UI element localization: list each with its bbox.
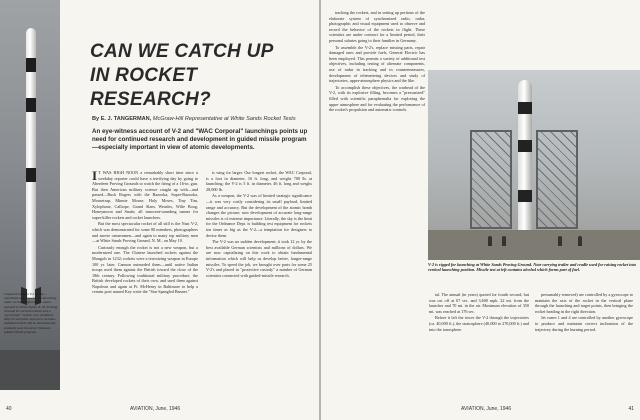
v2-rocket-image bbox=[518, 80, 532, 240]
right-page bbox=[321, 0, 640, 420]
paragraph: To accomplish these objectives, the warhead of the V-2, with its explosive filling, becomes a "pressurized" filled with scientific paraphernalia for exploring the upper atmosphere and for evaluating the performance of the rocket's propulsion and automatic controls. bbox=[329, 84, 425, 113]
left-footer: AVIATION, June, 1946 bbox=[130, 406, 181, 412]
right-column-3 bbox=[535, 292, 633, 402]
paragraph: Before it left the tower the V-2 through the trajectories (ca. 40,000 ft.), the stratosphere (40,000 to 270,000 ft.) and into the ionosphere. bbox=[429, 315, 529, 332]
paragraph: is wing for larger. Our longest rocket, the WAC Corporal, is a foot in diameter, 16 ft. long, and weighs 700 lb. at launching; the V-2 is 5 ft. in diameter, 46 ft. long and weighs 28,000 lb. bbox=[206, 170, 312, 192]
paragraph: Curiously enough the rocket is not a new weapon, but a modernized one. The Chinese launched rockets against the Mongols in 1232; rockets were a terrorizing weapon in Europe 100 yr. later. Cannon outmoded them—until native Indian troops used them against the British toward the close of the 18th century. Following traditional military procedure, the British developed rockets of their own, and used them against Napoleon and again at Ft. McHenry in Baltimore to help a certain poet named Key write the "Star Spangled Banner." bbox=[92, 244, 198, 295]
launch-stand-photo bbox=[428, 70, 640, 260]
paragraph: But the most spectacular rocket of all still is the Nazi V-2, which was demonstrated for some 80 members, photographers and movie cameramen—and again to many top military men—at White Sands Proving Ground, N. M., on May 10. bbox=[92, 221, 198, 244]
left-column-1 bbox=[92, 170, 198, 402]
left-page bbox=[0, 0, 319, 420]
v2-rocket-image bbox=[26, 28, 36, 298]
right-footer: AVIATION, June, 1946 bbox=[461, 406, 512, 412]
photo-caption: V-2 is rigged for launching at White Sands Proving Ground. Note carrying trailer and cradle used for raising rocket into vertical launching position. Missile test at left contains alcohol which forms part of fuel. bbox=[428, 262, 636, 273]
author-role: McGraw-Hill Representative at White Sands Rocket Tests bbox=[152, 116, 296, 122]
title-line-2: IN ROCKET RESEARCH? bbox=[90, 65, 211, 110]
author-name: By E. J. TANGERMAN, bbox=[92, 116, 152, 122]
photo-caption: Captured German V-2 rocket—assembled and prepared for launching under German supervision—soars skyward at White Sands, N. M. Proving Ground. Its vertical exhaust and a "gyroscopic" motion were studied to help US scientists. Soon new German-modeled rockets will be launched and probably soon the Army Ordnance guided missile program. bbox=[4, 292, 58, 334]
paragraph: tracking the rockets, and in setting up portions of the elaborate system of synchronized radio, radar, photographic and visual equipment used to observe and record the behavior of the rockets in flight. These scientists are under contract for a limited period, their personal salaries going to their families in Germany. bbox=[329, 10, 425, 43]
gantry-tower bbox=[536, 130, 578, 229]
left-column-2 bbox=[206, 170, 312, 402]
right-column-2 bbox=[429, 292, 529, 402]
right-column-1 bbox=[329, 10, 425, 400]
title-line-1: CAN WE CATCH UP bbox=[90, 41, 274, 62]
paragraph: To assemble the V-2's, replace missing parts, repair damaged ones and provide fuels, General Electric has been employed. This permits a variety of additional test objectives, including testing of alternate components, use of radar in tracking and in countermeasures, development of telemetering devices and study of trajectories, upper-atmosphere physics and the like. bbox=[329, 44, 425, 84]
paragraph: presumably removed) are controlled by a gyroscope to maintain the axis of the rocket in the vertical plane through the launching and target points, then bringing the rocket heading in the right direction. bbox=[535, 292, 633, 314]
paragraph: IT WAS HIGH NOON a remarkably short time since a weekday reporter could have a terrifying day by going to Aberdeen Proving Grounds to watch the firing of a 16-in. gun. But then American military science caught up with—and passed—Buck Rogers with the Bazooka, Super-Bazooka, Mousetrap, Minnie Mouse, Holy Moses, Tiny Tim, Xylophone, Calliope, Grand Slam, Weasles, Wilie Boog, Honeymoon and Snafu; all innocent-sounding names for super-killer rockets and rocket launchers. bbox=[92, 170, 198, 220]
paragraph: tal. The annual (in years) quoted for fourth second, but was cut off at 67 sec. and 3,600 mph, 22 mi. from the launcher and 70 mi. in the air. Maximum elevation of 350 mi. was reached at 176 sec. bbox=[429, 292, 529, 314]
paragraph: Jet vanes 1 and 4 are controlled by another gyroscope to produce and maintain correct inclination of the trajectory during the burning period. bbox=[535, 315, 633, 332]
article-title bbox=[90, 40, 310, 112]
byline bbox=[92, 116, 312, 122]
page-number-right: 41 bbox=[628, 406, 634, 412]
article-deck: An eye-witness account of V-2 and "WAC Corporal" launchings points up need for continued research and development in guided missile program—especially important in view of atomic developments. bbox=[92, 128, 308, 151]
paragraph: As a weapon, the V-2 was of limited strategic significance—it was very costly considering its small payload, limited range and accuracy. But the development of the atomic bomb changes the picture; now development of accurate long-range missiles is of extreme importance. Literally, the sky is the limit for the Ordnance Dept. is building test equipment for rockets ten times as big as the V-2—a temptation for designers to devise them. bbox=[206, 193, 312, 238]
gantry-tower bbox=[470, 130, 512, 229]
page-number-left: 40 bbox=[6, 406, 12, 412]
paragraph: The V-2 was no sudden development; it took 12 yr. by the best available German scientists and millions of dollars. We are now capitalizing on this work to obtain fundamental information which will help us develop better, longer-range missiles. To speed the job, we brought over parts for some 25 V-2's and placed in "protective custody" a number of German scientists connected with guided-missile research. bbox=[206, 239, 312, 278]
